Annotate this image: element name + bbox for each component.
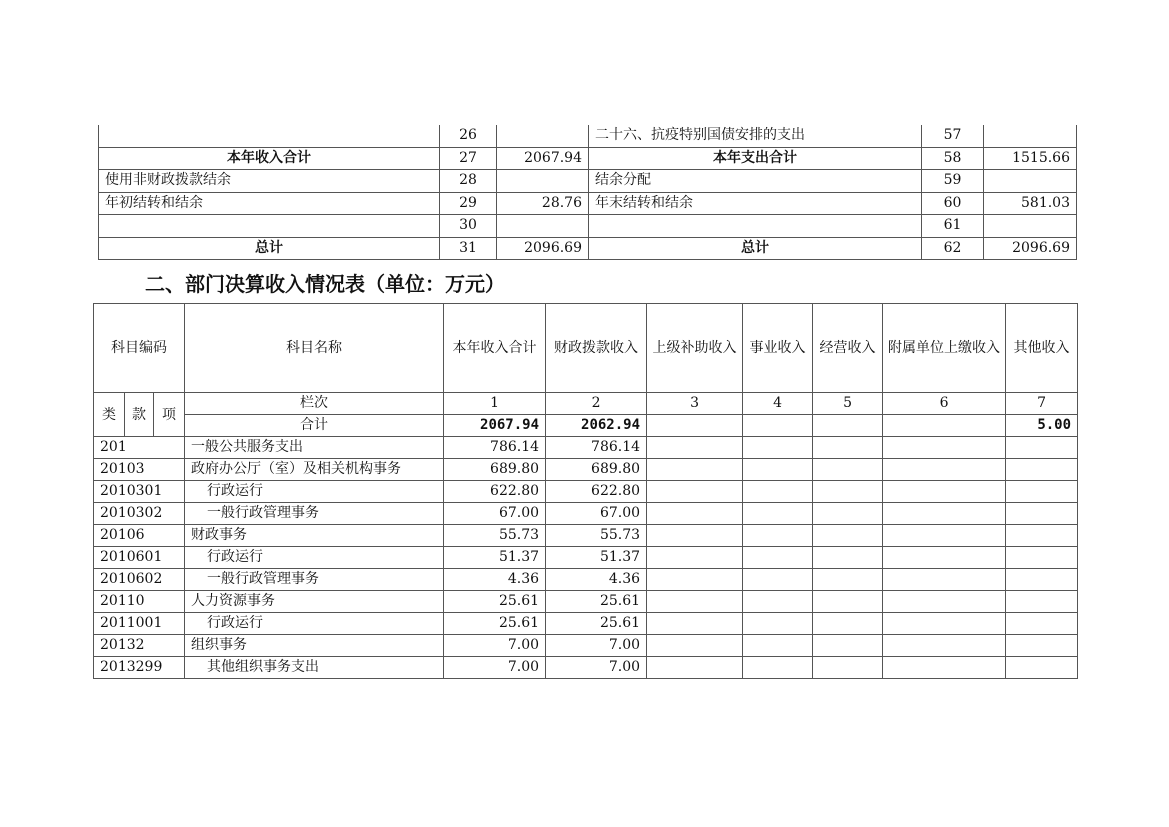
subject-name: 行政运行 (185, 547, 444, 569)
other-income (1006, 481, 1078, 503)
income-total: 7.00 (444, 657, 546, 679)
table-row (94, 569, 1078, 591)
business-income (743, 591, 813, 613)
lanci-number: 7 (1006, 393, 1078, 415)
income-amount (497, 215, 589, 238)
income-total: 4.36 (444, 569, 546, 591)
table-row (94, 547, 1078, 569)
superior-income (647, 481, 743, 503)
business-income (743, 525, 813, 547)
fiscal-income: 689.80 (546, 459, 647, 481)
affiliated-income (883, 547, 1006, 569)
expense-item-label: 二十六、抗疫特别国债安排的支出 (589, 125, 922, 147)
other-income (1006, 591, 1078, 613)
operating-income (813, 525, 883, 547)
income-total: 622.80 (444, 481, 546, 503)
affiliated-income (883, 613, 1006, 635)
subject-name: 财政事务 (185, 525, 444, 547)
subject-name: 一般行政管理事务 (185, 569, 444, 591)
superior-income (647, 635, 743, 657)
affiliated-income (883, 459, 1006, 481)
header-row (94, 304, 1078, 393)
total-superior (647, 415, 743, 437)
income-total: 786.14 (444, 437, 546, 459)
header-fiscal: 财政拨款收入 (546, 304, 647, 393)
operating-income (813, 459, 883, 481)
income-total-label: 本年收入合计 (99, 147, 440, 170)
other-income (1006, 569, 1078, 591)
business-income (743, 657, 813, 679)
column-number-row (94, 393, 1078, 415)
table-row (94, 459, 1078, 481)
other-income (1006, 437, 1078, 459)
income-amount: 2067.94 (497, 147, 589, 170)
other-income (1006, 547, 1078, 569)
header-affiliated: 附属单位上缴收入 (883, 304, 1006, 393)
total-other: 5.00 (1006, 415, 1078, 437)
income-amount (497, 125, 589, 147)
affiliated-income (883, 635, 1006, 657)
subject-code: 2013299 (94, 657, 185, 679)
header-code: 科目编码 (94, 304, 185, 393)
business-income (743, 503, 813, 525)
section-title: 二、部门决算收入情况表（单位：万元） (145, 272, 505, 296)
operating-income (813, 547, 883, 569)
lanci-number: 1 (444, 393, 546, 415)
expense-item-label: 结余分配 (589, 170, 922, 193)
operating-income (813, 591, 883, 613)
superior-income (647, 459, 743, 481)
affiliated-income (883, 657, 1006, 679)
table-row (99, 147, 1077, 170)
grand-total-label: 总计 (589, 237, 922, 260)
lanci-number: 3 (647, 393, 743, 415)
affiliated-income (883, 525, 1006, 547)
header-superior: 上级补助收入 (647, 304, 743, 393)
table-row (94, 657, 1078, 679)
expense-amount: 1515.66 (984, 147, 1077, 170)
income-total: 25.61 (444, 613, 546, 635)
subject-name: 一般行政管理事务 (185, 503, 444, 525)
row-number: 27 (440, 147, 497, 170)
superior-income (647, 591, 743, 613)
business-income (743, 547, 813, 569)
business-income (743, 459, 813, 481)
affiliated-income (883, 481, 1006, 503)
row-number: 29 (440, 192, 497, 215)
total-business (743, 415, 813, 437)
operating-income (813, 437, 883, 459)
superior-income (647, 525, 743, 547)
subject-name: 行政运行 (185, 481, 444, 503)
other-income (1006, 503, 1078, 525)
header-kuan: 款 (125, 393, 154, 437)
lanci-number: 6 (883, 393, 1006, 415)
business-income (743, 613, 813, 635)
fiscal-income: 67.00 (546, 503, 647, 525)
table-row (99, 125, 1077, 147)
business-income (743, 481, 813, 503)
row-number: 59 (922, 170, 984, 193)
lanci-number: 5 (813, 393, 883, 415)
business-income (743, 635, 813, 657)
affiliated-income (883, 503, 1006, 525)
operating-income (813, 503, 883, 525)
income-total: 51.37 (444, 547, 546, 569)
income-total: 67.00 (444, 503, 546, 525)
fiscal-income: 622.80 (546, 481, 647, 503)
row-number: 58 (922, 147, 984, 170)
table-row (94, 437, 1078, 459)
superior-income (647, 569, 743, 591)
expense-total-label: 本年支出合计 (589, 147, 922, 170)
business-income (743, 569, 813, 591)
fiscal-income: 7.00 (546, 635, 647, 657)
row-number: 57 (922, 125, 984, 147)
header-total: 本年收入合计 (444, 304, 546, 393)
fiscal-income: 7.00 (546, 657, 647, 679)
fiscal-income: 55.73 (546, 525, 647, 547)
table-row (99, 215, 1077, 238)
expense-amount (984, 125, 1077, 147)
income-item-label (99, 215, 440, 238)
row-number: 30 (440, 215, 497, 238)
total-affiliated (883, 415, 1006, 437)
lanci-label: 栏次 (185, 393, 444, 415)
income-item-label: 年初结转和结余 (99, 192, 440, 215)
subject-code: 2010601 (94, 547, 185, 569)
operating-income (813, 657, 883, 679)
subject-code: 2011001 (94, 613, 185, 635)
expense-amount: 581.03 (984, 192, 1077, 215)
superior-income (647, 437, 743, 459)
header-other: 其他收入 (1006, 304, 1078, 393)
grand-total-label: 总计 (99, 237, 440, 260)
affiliated-income (883, 569, 1006, 591)
table-row (94, 591, 1078, 613)
lanci-number: 2 (546, 393, 647, 415)
business-income (743, 437, 813, 459)
expense-amount (984, 215, 1077, 238)
subject-code: 201 (94, 437, 185, 459)
superior-income (647, 503, 743, 525)
subject-name: 行政运行 (185, 613, 444, 635)
affiliated-income (883, 591, 1006, 613)
table-row (94, 613, 1078, 635)
subject-name: 其他组织事务支出 (185, 657, 444, 679)
superior-income (647, 547, 743, 569)
subject-code: 2010302 (94, 503, 185, 525)
header-xiang: 项 (154, 393, 185, 437)
income-item-label: 使用非财政拨款结余 (99, 170, 440, 193)
superior-income (647, 613, 743, 635)
row-number: 28 (440, 170, 497, 193)
table-row (99, 192, 1077, 215)
total-income: 2067.94 (444, 415, 546, 437)
subject-code: 20110 (94, 591, 185, 613)
subject-code: 20106 (94, 525, 185, 547)
row-number: 62 (922, 237, 984, 260)
expense-amount: 2096.69 (984, 237, 1077, 260)
fiscal-income: 4.36 (546, 569, 647, 591)
table-row (99, 170, 1077, 193)
header-lei: 类 (94, 393, 125, 437)
total-row (94, 415, 1078, 437)
income-amount: 2096.69 (497, 237, 589, 260)
table-row (99, 237, 1077, 260)
expense-item-label (589, 215, 922, 238)
subject-name: 政府办公厅（室）及相关机构事务 (185, 459, 444, 481)
other-income (1006, 657, 1078, 679)
income-total: 7.00 (444, 635, 546, 657)
subject-code: 2010301 (94, 481, 185, 503)
row-number: 60 (922, 192, 984, 215)
subject-code: 2010602 (94, 569, 185, 591)
fiscal-income: 25.61 (546, 613, 647, 635)
total-label: 合计 (185, 415, 444, 437)
subject-name: 人力资源事务 (185, 591, 444, 613)
expense-item-label: 年末结转和结余 (589, 192, 922, 215)
subject-code: 20103 (94, 459, 185, 481)
table-row (94, 481, 1078, 503)
header-business: 事业收入 (743, 304, 813, 393)
other-income (1006, 525, 1078, 547)
income-item-label (99, 125, 440, 147)
income-total: 25.61 (444, 591, 546, 613)
table-row (94, 525, 1078, 547)
summary-table (98, 125, 1077, 260)
affiliated-income (883, 437, 1006, 459)
operating-income (813, 569, 883, 591)
other-income (1006, 459, 1078, 481)
subject-name: 一般公共服务支出 (185, 437, 444, 459)
lanci-number: 4 (743, 393, 813, 415)
total-operating (813, 415, 883, 437)
other-income (1006, 635, 1078, 657)
subject-code: 20132 (94, 635, 185, 657)
expense-amount (984, 170, 1077, 193)
income-total: 689.80 (444, 459, 546, 481)
row-number: 26 (440, 125, 497, 147)
income-total: 55.73 (444, 525, 546, 547)
fiscal-income: 786.14 (546, 437, 647, 459)
income-amount: 28.76 (497, 192, 589, 215)
table-row (94, 635, 1078, 657)
header-operating: 经营收入 (813, 304, 883, 393)
operating-income (813, 635, 883, 657)
income-amount (497, 170, 589, 193)
header-name: 科目名称 (185, 304, 444, 393)
superior-income (647, 657, 743, 679)
fiscal-income: 51.37 (546, 547, 647, 569)
income-table (93, 303, 1078, 679)
row-number: 61 (922, 215, 984, 238)
table-row (94, 503, 1078, 525)
row-number: 31 (440, 237, 497, 260)
other-income (1006, 613, 1078, 635)
operating-income (813, 481, 883, 503)
total-fiscal: 2062.94 (546, 415, 647, 437)
subject-name: 组织事务 (185, 635, 444, 657)
fiscal-income: 25.61 (546, 591, 647, 613)
operating-income (813, 613, 883, 635)
